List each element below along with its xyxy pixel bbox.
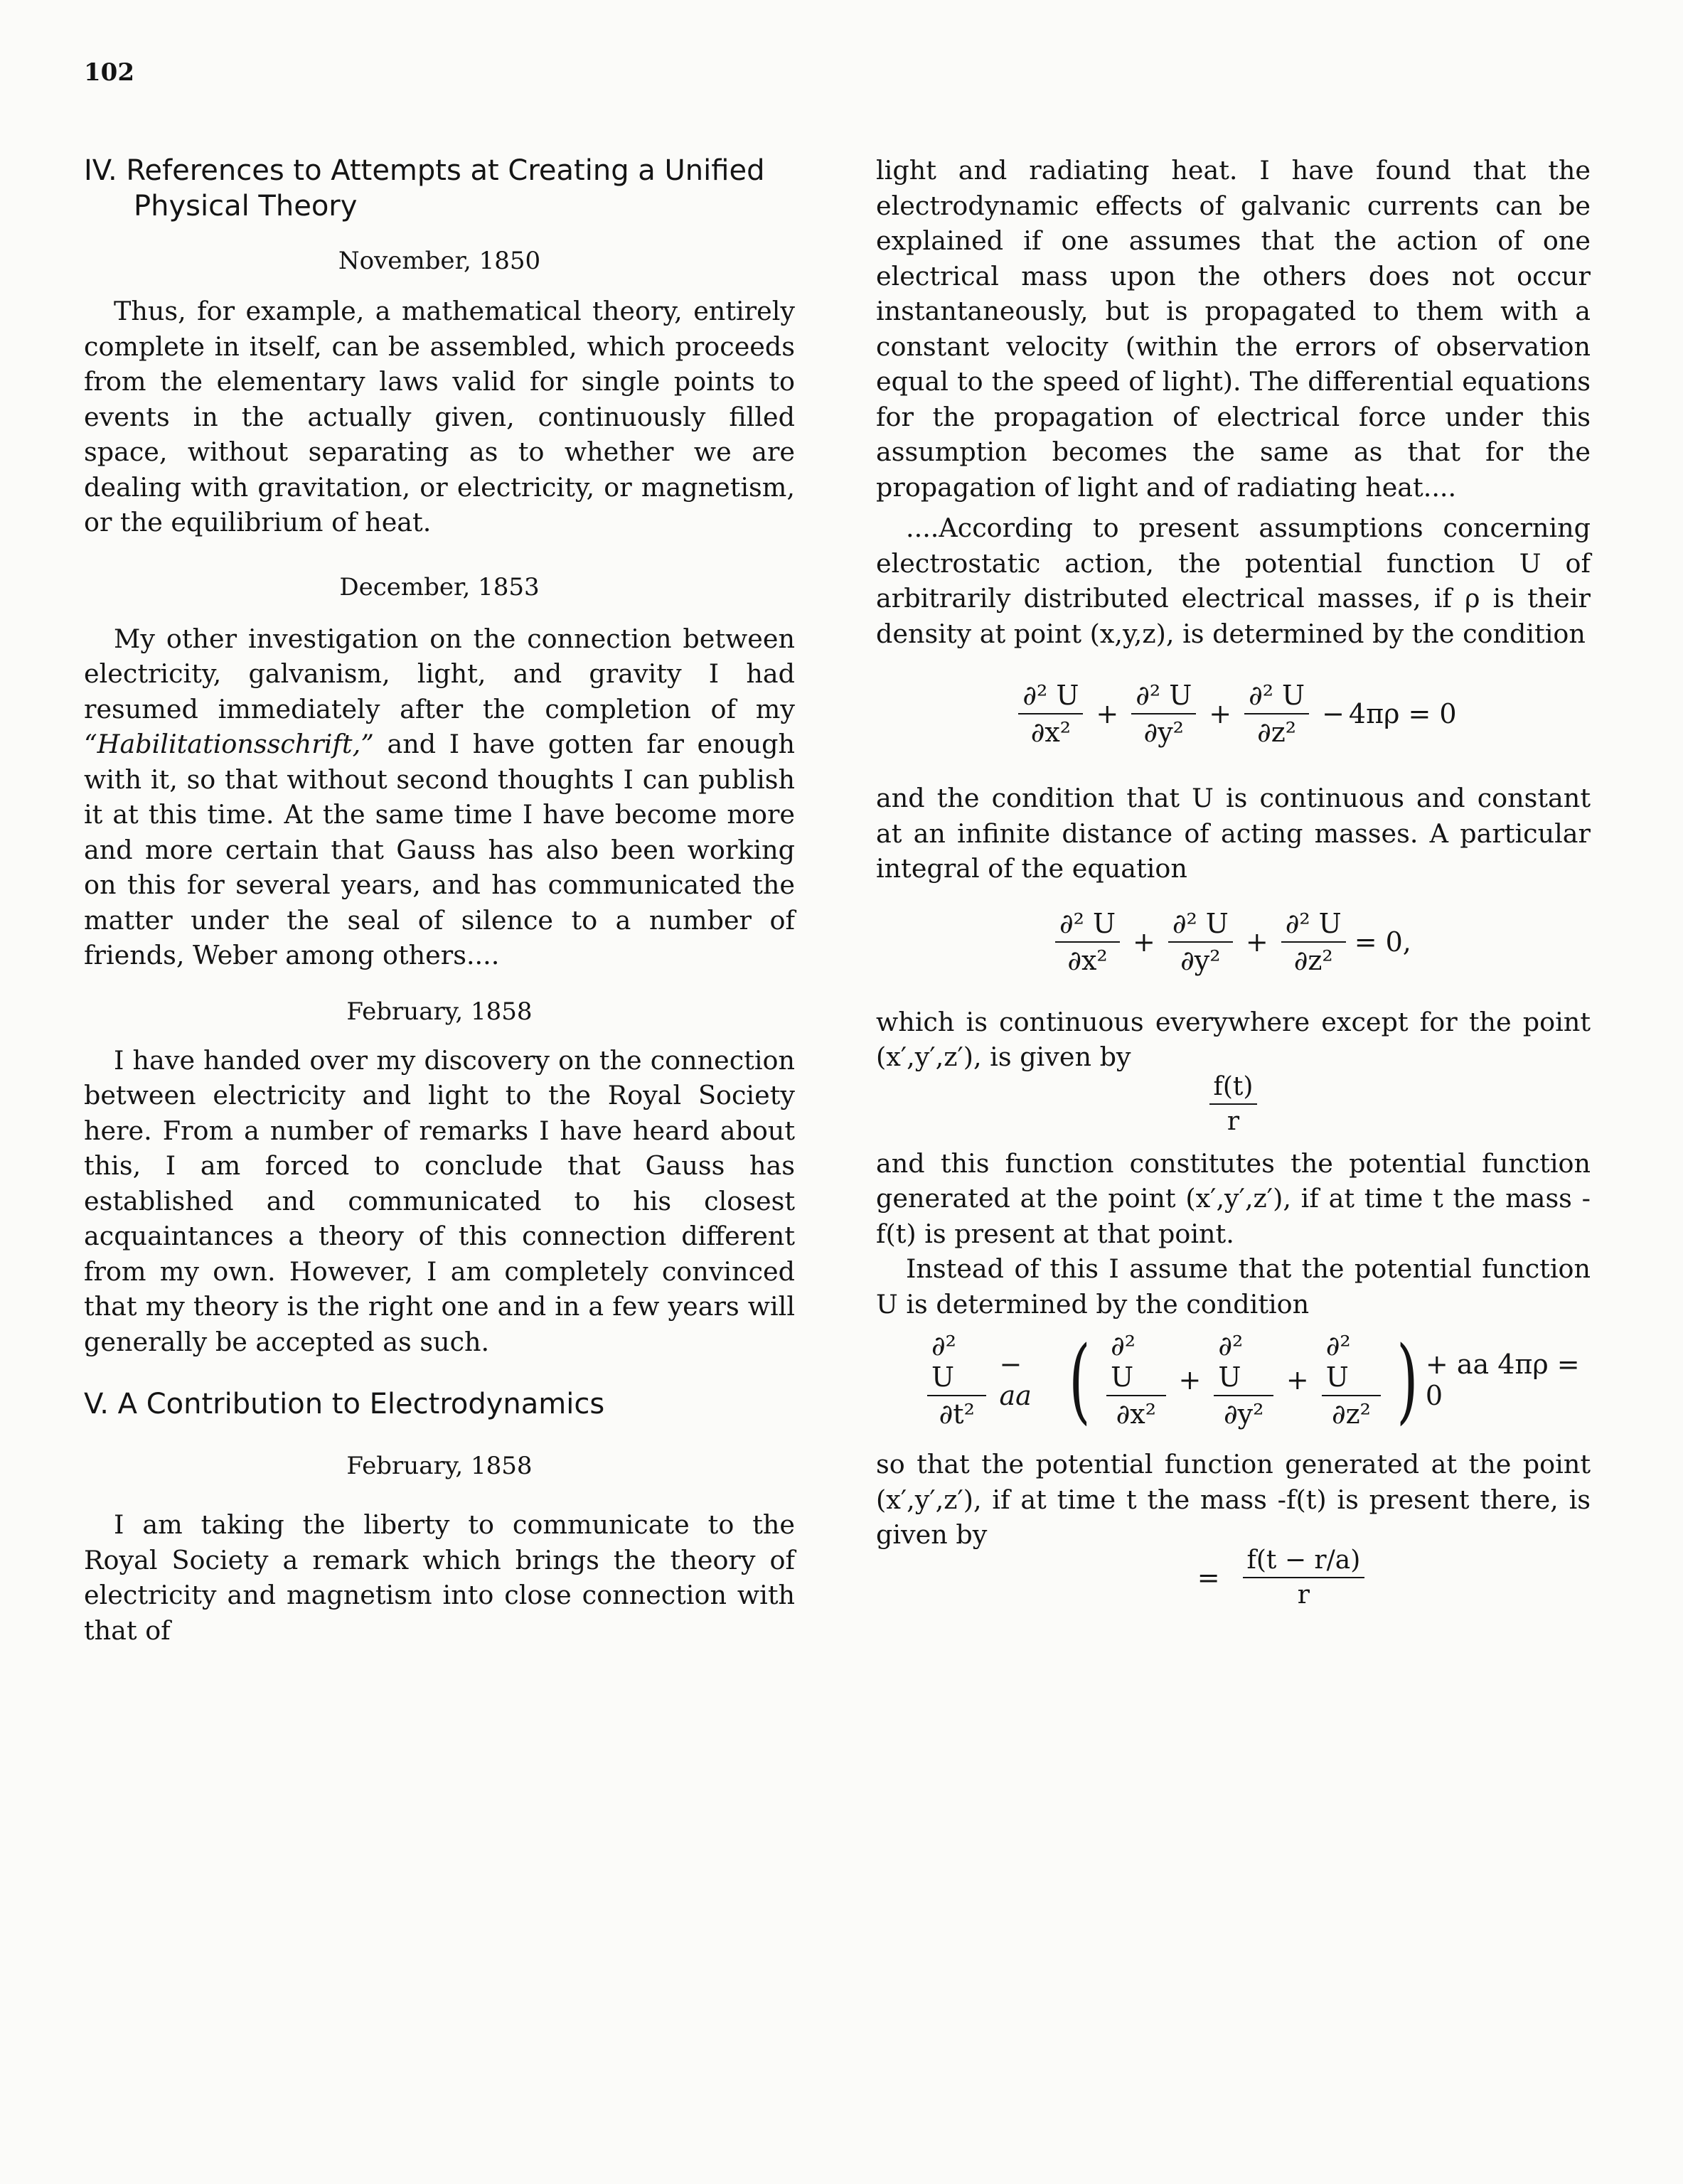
left-paren: ( [1069, 1326, 1091, 1434]
equation-retarded-potential [876, 1546, 1591, 1610]
plus-sign: + [1133, 926, 1155, 958]
paragraph: and this function constitutes the potential function generated at the point (x′,y′,z′), if at time t the mass -f(t) is present at that point. [876, 1147, 1591, 1249]
section-heading-iv [84, 153, 795, 224]
fraction [1209, 1072, 1258, 1136]
fraction-numerator: f(t) [1209, 1072, 1258, 1105]
fraction-numerator: ∂² U [927, 1330, 986, 1396]
right-column [876, 153, 1591, 1610]
fraction [1106, 1330, 1165, 1430]
fraction-numerator: ∂² U [1214, 1330, 1273, 1396]
left-column [84, 153, 795, 1648]
paragraph-text: and I have gotten far enough with it, so that without second thoughts I can publish it at this time. At the same time I have become more and more certain that Gauss has also been working on this for several years, and has communicated the matter under the seal of silence to a number of friends, Weber among others.... [84, 729, 795, 970]
minus-sign: − [1322, 698, 1345, 729]
fraction [927, 1330, 986, 1430]
fraction [1131, 680, 1196, 748]
paragraph: Thus, for example, a mathematical theory, entirely complete in itself, can be assembled, which proceeds from the elementary laws valid for single points to events in the actually given, continuously filled space, without separating as to whether we are dealing with gravitation, or electricity, or magnetism, or the equilibrium of heat. [84, 296, 795, 537]
fraction-denominator: ∂x² [1030, 717, 1072, 748]
italic-title: “Habilitationsschrift,” [84, 729, 374, 759]
equation-potential [876, 1072, 1591, 1136]
fraction-denominator: ∂x² [1116, 1398, 1156, 1430]
fraction-denominator: ∂z² [1293, 944, 1333, 976]
minus-aa: − aa [999, 1349, 1032, 1411]
paragraph: I am taking the liberty to communicate to the Royal Society a remark which brings the theory of electricity and magnetism into close connection with that of [84, 1509, 795, 1646]
section-heading-v: V. A Contribution to Electrodynamics [84, 1388, 605, 1420]
fraction [1244, 680, 1309, 748]
fraction-numerator: ∂² U [1018, 680, 1083, 714]
fraction-numerator: ∂² U [1244, 680, 1309, 714]
equation-tail: + aa 4πρ = 0 [1425, 1349, 1580, 1411]
date-heading: December, 1853 [339, 572, 540, 601]
paragraph: ....According to present assumptions concerning electrostatic action, the potential function U of arbitrarily distributed electrical masses, if ρ is their density at point (x,y,z), is determined by the condition [876, 513, 1591, 649]
fraction [1281, 908, 1346, 976]
fraction-numerator: ∂² U [1322, 1330, 1381, 1396]
fraction-denominator: r [1297, 1580, 1310, 1610]
fraction-numerator: ∂² U [1131, 680, 1196, 714]
fraction-denominator: ∂t² [939, 1398, 975, 1430]
fraction-numerator: f(t − r/a) [1243, 1546, 1365, 1578]
date-heading: February, 1858 [346, 1452, 533, 1480]
fraction-numerator: ∂² U [1168, 908, 1233, 943]
paragraph: I have handed over my discovery on the connection between electricity and light to the Royal Society here. From a number of remarks I have heard about this, I am forced to conclude that Gauss has established and communicated to his closest acquaintances a theory of this connection different from my own. However, I am completely convinced that my theory is the right one and in a few years will generally be accepted as such. [84, 1044, 795, 1357]
equals-sign: = [1197, 1561, 1220, 1593]
plus-sign: + [1096, 698, 1119, 729]
date-heading: November, 1850 [338, 247, 541, 275]
fraction [1322, 1330, 1381, 1430]
fraction [1243, 1546, 1365, 1610]
paragraph: Instead of this I assume that the potential function U is determined by the condition [876, 1253, 1591, 1320]
right-paren: ) [1396, 1326, 1418, 1434]
fraction-numerator: ∂² U [1055, 908, 1120, 943]
paragraph: which is continuous everywhere except for the point (x′,y′,z′), is given by [876, 1006, 1591, 1072]
fraction [1168, 908, 1233, 976]
fraction [1055, 908, 1120, 976]
paragraph: so that the potential function generated at the point (x′,y′,z′), if at time t the mass -f(t) is present there, is given by [876, 1449, 1591, 1550]
plus-sign: + [1178, 1364, 1202, 1396]
page-number: 102 [84, 58, 134, 87]
paragraph: light and radiating heat. I have found that the electrodynamic effects of galvanic currents can be explained if one assumes that the action of one electrical mass upon the others does not occur instantaneously, but is propagated to them with a constant velocity (within the errors of observation equal to the speed of light). The differential equations for the propagation of electrical force under this assumption becomes the same as that for the propagation of light and of radiating heat.... [876, 155, 1591, 503]
paragraph: and the condition that U is continuous and constant at an infinite distance of acting masses. A particular integral of the equation [876, 783, 1591, 884]
fraction-denominator: r [1227, 1106, 1240, 1136]
plus-sign: + [1209, 698, 1232, 729]
fraction [1214, 1330, 1273, 1430]
fraction-numerator: ∂² U [1281, 908, 1346, 943]
fraction [1018, 680, 1083, 748]
paragraph-text: My other investigation on the connection between electricity, galvanism, light, and gravity I had resumed immediately after the completion of my [84, 623, 795, 724]
fraction-denominator: ∂y² [1143, 717, 1184, 748]
fraction-numerator: ∂² U [1106, 1330, 1165, 1396]
plus-sign: + [1286, 1364, 1309, 1396]
fraction-denominator: ∂z² [1257, 717, 1297, 748]
paragraph [84, 621, 795, 973]
section-heading-iv-line2: Physical Theory [134, 190, 358, 223]
equation-poisson [876, 680, 1591, 748]
equation-tail: 4πρ = 0 [1348, 698, 1457, 729]
fraction-denominator: ∂z² [1332, 1398, 1371, 1430]
equation-tail: = 0, [1354, 926, 1411, 958]
equation-wave [876, 1326, 1591, 1434]
fraction-denominator: ∂y² [1223, 1398, 1264, 1430]
plus-sign: + [1245, 926, 1268, 958]
fraction-denominator: ∂x² [1067, 944, 1108, 976]
equation-laplace [1047, 908, 1591, 976]
section-heading-iv-line1: IV. References to Attempts at Creating a Unified [84, 154, 765, 187]
date-heading: February, 1858 [346, 997, 533, 1026]
fraction-denominator: ∂y² [1180, 944, 1221, 976]
